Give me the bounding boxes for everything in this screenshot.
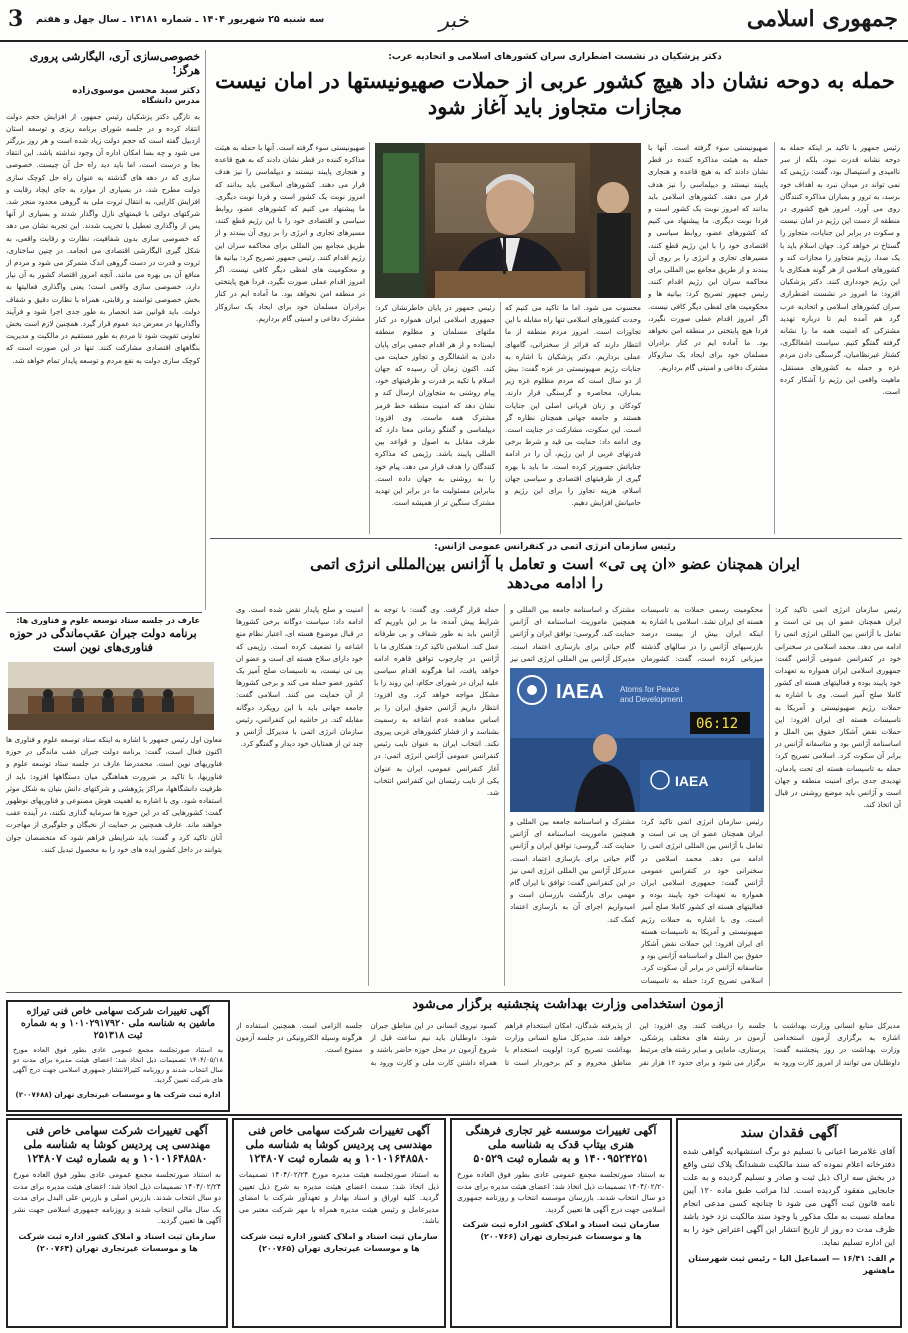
ad-tirajeh-mashin — [6, 1000, 230, 1112]
page-number: 3 — [8, 6, 24, 32]
health-headline-block — [236, 997, 900, 1017]
iaea-conference-photo — [510, 668, 764, 812]
tech-body: معاون اول رئیس جمهور با اشاره به اینکه ستاد توسعه علوم و فناوری ها اکنون فعال است، گفت: برنامه دولت جبران عقب ماندگی در حوزه فناوریهای نوین است. محمدرضا عارف در جلسه ستاد توسعه علوم و فناوریها، با تاکید بر ضرورت هماهنگی میان دستگاهها افزود: باید از ظرفیت دانشگاهها، مراکز پژوهشی و شرکتهای دانش بنیان به شکل موثر استفاده شود. وی با اشاره به اهمیت هوش مصنوعی و فناوریهای نوظهور گفت: کشورهایی که در این حوزه ها سرمایه گذاری نکنند، در آینده عقب خواهند ماند. عارف همچنین بر حمایت از نخبگان و جلوگیری از مهاجرت آنان تاکید کرد و گفت: باید شرایطی فراهم شود که متخصصان جوان بتوانند در داخل کشور ایده های خود را به محصول تبدیل کنند. — [6, 735, 222, 854]
ad-title: آگهی تغییرات موسسه غیر تجاری فرهنگی هنری بیتاب قدک به شناسه ملی ۱۴۰۰۹۵۲۴۲۵۱ و به شماره ثبت ۵۰۵۲۹ — [465, 1124, 657, 1165]
iaea-headline-block — [210, 542, 900, 600]
iaea-subheadline: را ادامه می‌دهد — [507, 573, 603, 592]
iaea-column-3b: مشترک و اساسنامه جامعه بین المللی و همچنین ماموریت اساسنامه ای آژانس حمایت کند. گروسی: توافق ایران و آژانس گام حیاتی برای بازسازی اعتماد است. مدیرکل آژانس بین المللی انرژی اتمی نیز در این کنفرانس گفت: توافق با ایران گام مهمی برای بازگشت بازرسان است و امیدواریم اجرای آن به بازسازی اعتماد کمک کند. — [510, 817, 635, 924]
tech-headline: برنامه دولت جبران عقب‌ماندگی در حوزه فناوری‌های نوین است — [9, 627, 197, 654]
masthead — [0, 0, 908, 42]
ad-signature: م الف: ۱۶/۴۱ — اسماعیل الیا – رئیس ثبت شهرستان ماهشهر — [688, 1254, 895, 1275]
lead-column-4: رئیس جمهور در پایان خاطرنشان کرد: جمهوری اسلامی ایران همواره در کنار ملتهای مسلمان و مظلوم منطقه ایستاده و از هر اقدام جمعی برای پایان دادن به اشغالگری و تجاوز حمایت می کند. اکنون زمان آن رسیده که جهان اسلام با تکیه بر قدرت و ظرفیتهای خود، پیام روشنی به متجاوزان ارسال کند و نشان دهد که امنیت منطقه خط قرمز مشترک همه ماست. وی افزود: دیپلماسی و گفتگو زمانی معنا دارد که طرف مقابل به اصول و قواعد بین المللی پایبند باشد. رژیمی که مذاکره کنندگان را هدف قرار می دهد، پیام خود را به روشنی به جهان داده است. بنابراین مسئولیت ما در برابر این تهدید مشترک سنگین تر از همیشه است. — [375, 303, 495, 508]
ad-signature: اداره ثبت شرکت ها و موسسات غیرتجاری تهران (۲۰۰۷۶۸۸) — [15, 1091, 221, 1099]
tech-headline-block — [6, 616, 200, 661]
iaea-headline: ایران همچنان عضو «ان پی تی» است و تعامل با آژانس بین‌المللی انرژی اتمی — [310, 555, 800, 573]
president-speech-photo — [375, 143, 641, 298]
ad-pardis-kousha-2 — [232, 1118, 446, 1328]
issue-date-line: سه شنبه ۲۵ شهریور ۱۴۰۴ ـ شماره ۱۳۱۸۱ ـ سال چهل و هفتم — [36, 14, 325, 25]
ad-text: به استناد صورتجلسه مجمع عمومی عادی بطور فوق العاده مورخ ۱۴۰۴/۰۲/۲۰ تصمیمات ذیل اتخاذ شد: اعضای هیئت مدیره برای مدت دو سال انتخاب شدند. بازرسان موسسه انتخاب و روزنامه جمهوری اسلامی جهت درج آگهی ها تعیین گردید. — [457, 1170, 665, 1214]
opinion-body: به تازگی دکتر پزشکیان رئیس جمهور، از افزایش حجم دولت انتقاد کرده و در جلسه شورای برنامه ریزی و توسعه استان اردبیل گفته است که حجم دولت زیاد شده است و هر روز بزرگتر می شود و چه بسا امکان اداره آن وجود نداشته باشد. این انتقاد بجا و درست است، اما باید دید راه حل آن چیست. خصوصی سازی که در دهه های گذشته به عنوان راه حل کوچک سازی دولت مطرح شد، در بسیاری از موارد به جای ایجاد رقابت و افزایش کارایی، به انتقال ثروت ملی به گروهی محدود منجر شد. شرکتهای دولتی با قیمتهای نازل واگذار شدند و بسیاری از آنها پس از واگذاری تعطیل یا تخریب شدند. این تجربه نشان می دهد که خصوصی سازی بدون شفافیت، نظارت و رقابت واقعی، به شکل گیری الیگارشی اقتصادی می انجامد. در چنین ساختاری، ثروت و قدرت در دست گروهی اندک متمرکز می شود و مردم از منافع آن بی بهره می مانند. آنچه امروز اقتصاد کشور به آن نیاز دارد، خصوصی سازی واقعی است؛ یعنی واگذاری فعالیتها به بخش خصوصی توانمند و رقابتی، همراه با نظارت دقیق و شفاف دولت. باید قوانین ضد انحصار به طور جدی اجرا شود و فرآیند واگذاریها در معرض دید عموم قرار گیرد. همچنین لازم است بخش تعاونی تقویت شود تا مردم به طور مستقیم در مالکیت و مدیریت بنگاههای اقتصادی مشارکت کنند. تنها در این صورت است که کوچک سازی دولت به نفع مردم و توسعه پایدار تمام خواهد شد. — [6, 111, 200, 365]
ad-text: به استناد صورتجلسه هیئت مدیره مورخ ۱۴۰۴/۰۲/۲۴ تصمیمات ذیل اتخاذ شد: سمت اعضای هیئت مدیره به شرح ذیل تعیین گردید. کلیه اوراق و اسناد بهادار و تعهدآور شرکت با امضای مدیرعامل و رئیس هیئت مدیره همراه با مهر شرکت معتبر می باشد. — [239, 1170, 439, 1226]
opinion-column — [6, 50, 200, 610]
health-headline: آزمون استخدامی وزارت بهداشت پنجشنبه برگزار می‌شود — [412, 997, 724, 1012]
svg-text:IAEA: IAEA — [556, 681, 604, 703]
ad-bitab-ghadak — [450, 1118, 672, 1328]
opinion-author-role: مدرس دانشگاه — [141, 95, 200, 105]
iaea-column-5: امنیت و صلح پایدار نقض شده است. وی ادامه داد: سیاست دوگانه برخی کشورها در قبال موضوع هسته ای، اعتبار نظام منع اشاعه را تضعیف کرده است. رژیمی که خود دارای سلاح هسته ای است و عضو ان پی تی نیست، به تاسیسات صلح آمیز یک کشور عضو حمله می کند و برخی کشورها از آن حمایت می کنند. اسلامی گفت: جامعه جهانی باید با این رویکرد دوگانه مقابله کند. در حاشیه این کنفرانس، رئیس سازمان انرژی اتمی با مدیرکل آژانس و چند تن از همتایان خود دیدار و گفتگو کرد. — [236, 605, 363, 749]
ad-signature: سازمان ثبت اسناد و املاک کشور اداره ثبت شرکت ها و موسسات غیرتجاری تهران (۲۰۰۷۶۶) — [462, 1220, 660, 1242]
iaea-column-4: حمله قرار گرفت. وی گفت: با توجه به شرایط پیش آمده، ما بر این باوریم که آژانس باید به طور شفاف و بی طرفانه عمل کند. اسلامی تاکید کرد: همکاری ما با آژانس در چارچوب توافق قاهره ادامه خواهد یافت، اما هرگونه اقدام سیاسی علیه ایران در شورای حکام، این روند را با مشکل مواجه خواهد کرد. وی افزود: انتظار داریم آژانس حقوق ایران را بر اساس معاهده عدم اشاعه به رسمیت بشناسد و از فشار کشورهای غربی پیروی نکند. انتخاب ایران به عنوان نایب رئیس کنفرانس عمومی آژانس انرژی اتمی: در آغاز کنفرانس عمومی، ایران به عنوان یکی از نایب رئیسان این کنفرانس انتخاب شد. — [374, 605, 499, 798]
ad-title: آگهی تغییرات شرکت سهامی خاص فنی مهندسی پی پردیس کوشا به شناسه ملی ۱۰۱۰۱۶۴۸۵۸۰ و به شماره ثبت ۱۲۴۸۰۷ — [245, 1124, 433, 1165]
ad-text: آقای غلامرضا اعیانی با تسلیم دو برگ استشهادیه گواهی شده دفترخانه اعلام نموده که سند مالکیت ششدانگ پلاک ثبتی واقع در بخش سه اراک ذیل ثبت و صادر و تسلیم گردیده و به علت جابجایی مفقود گردیده است. لذا مراتب طبق ماده ۱۲۰ آیین نامه قانون ثبت آگهی می شود تا چنانچه کسی مدعی انجام معامله نسبت به ملک مذکور یا وجود سند مالکیت نزد خود باشد ظرف مدت ده روز از تاریخ انتشار این آگهی اعتراض خود را به این اداره تسلیم نماید. — [683, 1146, 895, 1247]
svg-text:and Development: and Development — [620, 695, 683, 704]
svg-text:Atoms for Peace: Atoms for Peace — [620, 685, 680, 694]
iaea-column-1: رئیس سازمان انرژی اتمی تاکید کرد: ایران همچنان عضو ان پی تی است و تعامل با آژانس بین المللی انرژی اتمی را ادامه می دهد. محمد اسلامی در سخنرانی خود در کنفرانس عمومی آژانس گفت: جمهوری اسلامی ایران همواره به تعهدات خود پایبند بوده و فعالیتهای هسته ای کشور کاملا صلح آمیز است. وی با اشاره به حملات رژیم صهیونیستی و آمریکا به تاسیسات هسته ای ایران افزود: این حملات نقض آشکار حقوق بین الملل و اساسنامه آژانس بود و متاسفانه آژانس در برابر آن سکوت کرد. اسلامی تصریح کرد: حمله به تاسیسات هسته ای تحت پادمان، تهدیدی جدی برای امنیت منطقه و جهان است و آژانس باید موضع روشنی در قبال آن اتخاذ کند. — [775, 605, 901, 810]
lead-kicker: دکتر پزشکیان در نشست اضطراری سران کشورهای اسلامی و اتحادیه عرب: — [388, 52, 722, 62]
iaea-column-2b: رئیس سازمان انرژی اتمی تاکید کرد: ایران همچنان عضو ان پی تی است و تعامل با آژانس بین المللی انرژی اتمی را ادامه می دهد. محمد اسلامی در سخنرانی خود در کنفرانس عمومی آژانس گفت: جمهوری اسلامی ایران همواره به تعهدات خود پایبند بوده و فعالیتهای هسته ای کشور کاملا صلح آمیز است. وی با اشاره به حملات رژیم صهیونیستی و آمریکا به تاسیسات هسته ای ایران افزود: این حملات نقض آشکار حقوق بین الملل و اساسنامه آژانس بود و متاسفانه آژانس در برابر آن سکوت کرد. اسلامی تصریح کرد: حمله به تاسیسات — [641, 817, 763, 985]
lead-column-5: صهیونیستی سوء گرفته است. آنها با حمله به هیئت مذاکره کننده در قطر نشان دادند که به هیچ قاعده و هنجاری پایبند نیستند و دیپلماسی را نیز هدف قرار می دهند. کشورهای اسلامی باید بدانند که امروز نوبت یک کشور است و فردا نوبت دیگری. ما پیشنهاد می کنیم که کشورهای عضو، روابط سیاسی و اقتصادی خود را با این رژیم قطع کنند، مسیرهای تجاری و انرژی را بر روی آن ببندند و از طریق مجامع بین المللی برای محاکمه سران این رژیم اقدام کنند. رئیس جمهور تصریح کرد: بیانیه ها و محکومیت های لفظی دیگر کافی نیست. اگر امروز اقدام عملی صورت نگیرد، فردا هیچ پایتختی در منطقه امن نخواهد بود. ما آماده ایم در کنار برادران مسلمان خود برای ایجاد یک سازوکار مشترک دفاعی و امنیتی گام برداریم. — [215, 143, 365, 323]
svg-text:IAEA: IAEA — [675, 773, 709, 789]
ad-pardis-kousha-1 — [6, 1118, 228, 1328]
lead-headline-block — [210, 48, 900, 148]
tech-meeting-photo — [8, 662, 214, 730]
opinion-author: دکتر سید محسن موسوی‌زاده — [72, 85, 200, 96]
ad-text: به استناد صورتجلسه مجمع عمومی عادی بطور فوق العاده مورخ ۱۴۰۴/۰۲/۲۴ تصمیمات ذیل اتخاذ شد: اعضای هیئت مدیره برای مدت دو سال انتخاب شدند. بازرس اصلی و بازرس علی البدل برای مدت یک سال مالی انتخاب شدند و روزنامه جمهوری اسلامی جهت نشر آگهی ها تعیین گردید. — [13, 1170, 221, 1226]
lead-column-2: صهیونیستی سوء گرفته است. آنها با حمله به هیئت مذاکره کننده در قطر نشان دادند که به هیچ قاعده و هنجاری پایبند نیستند و دیپلماسی را نیز هدف قرار می دهند. کشورهای اسلامی باید بدانند که امروز نوبت یک کشور است و فردا نوبت دیگری. ما پیشنهاد می کنیم که کشورهای عضو، روابط سیاسی و اقتصادی خود را با این رژیم قطع کنند، مسیرهای تجاری و انرژی را بر روی آن ببندند و از طریق مجامع بین المللی برای محاکمه سران این رژیم اقدام کنند. رئیس جمهور تصریح کرد: بیانیه ها و محکومیت های لفظی دیگر کافی نیست. اگر امروز اقدام عملی صورت نگیرد، فردا هیچ پایتختی در منطقه امن نخواهد بود. ما آماده ایم در کنار برادران مسلمان خود برای ایجاد یک سازوکار مشترک دفاعی و امنیتی گام برداریم. — [648, 143, 768, 372]
lead-subheadline: مجازات متجاوز باید آغاز شود — [427, 94, 683, 120]
iaea-column-2a: محکومیت رسمی حملات به تاسیسات هسته ای ایران نشد. اسلامی با اشاره به اینکه ایران بیش از بیست درصد بازرسیهای آژانس را در سالهای گذشته میزبانی کرده است، گفت: کشورمان — [641, 605, 763, 663]
ad-title: آگهی تغییرات شرکت سهامی خاص فنی تیراژه ماشین به شناسه ملی ۱۰۱۰۲۹۱۷۹۲۰ و به شماره ثبت ۲۵۱۳۱۸ — [20, 1006, 216, 1041]
lead-headline: حمله به دوحه نشان داد هیچ کشور عربی از حملات صهیونیستها در امان نیست — [215, 68, 895, 93]
iaea-kicker: رئیس سازمان انرژی اتمی در کنفرانس عمومی آژانس: — [434, 542, 676, 552]
iaea-column-3a: مشترک و اساسنامه جامعه بین المللی و همچنین ماموریت اساسنامه ای آژانس حمایت کند. گروسی: توافق ایران و آژانس گام حیاتی برای بازسازی اعتماد است. مدیرکل آژانس بین المللی انرژی اتمی نیز — [510, 605, 635, 663]
section-title: خبر — [439, 8, 469, 32]
ad-lost-deed — [676, 1118, 902, 1328]
ad-title: آگهی فقدان سند — [740, 1125, 838, 1141]
newspaper-logo: جمهوری اسلامی — [746, 6, 898, 32]
ad-signature: سازمان ثبت اسناد و املاک کشور اداره ثبت شرکت ها و موسسات غیرتجاری تهران (۲۰۰۷۶۵) — [240, 1231, 438, 1253]
health-body: مدیرکل منابع انسانی وزارت بهداشت با اشاره به برگزاری آزمون استخدامی وزارت بهداشت در روز پنجشنبه گفت: داوطلبان می توانند از امروز کارت ورود به جلسه را دریافت کنند. وی افزود: این آزمون در رشته های مختلف پزشکی، پرستاری، مامایی و سایر رشته های مرتبط برگزار می شود و برای حدود ۱۲ هزار نفر از پذیرفته شدگان، امکان استخدام فراهم خواهد شد. مدیرکل منابع انسانی وزارت بهداشت تصریح کرد: اولویت استخدام با مناطق محروم و کم برخوردار است تا کمبود نیروی انسانی در این مناطق جبران شود. داوطلبان باید نیم ساعت قبل از شروع آزمون در محل حوزه حاضر باشند و همراه داشتن کارت ملی و کارت ورود به جلسه الزامی است. همچنین استفاده از هرگونه وسیله الکترونیکی در جلسه آزمون ممنوع است. — [236, 1021, 900, 1067]
svg-text:06:12: 06:12 — [696, 716, 739, 732]
ad-title: آگهی تغییرات شرکت سهامی خاص فنی مهندسی پی پردیس کوشا به شناسه ملی ۱۰۱۰۱۶۴۸۵۸۰ و به شماره ثبت ۱۲۴۸۰۷ — [23, 1124, 211, 1165]
ad-signature: سازمان ثبت اسناد و املاک کشور اداره ثبت شرکت ها و موسسات غیرتجاری تهران (۲۰۰۷۶۴) — [18, 1231, 216, 1253]
tech-kicker: عارف در جلسه ستاد توسعه علوم و فناوری ها: — [16, 616, 200, 625]
lead-column-1: رئیس جمهور با تاکید بر اینکه حمله به دوحه نشانه قدرت نبود، بلکه از سر ناامیدی و استیصال بود، گفت: رژیمی که نمی تواند در میدان نبرد به اهداف خود برسد، به ترور و بمباران مذاکره کنندگان روی می آورد. امروز هیچ کشوری در منطقه از دست این رژیم در امان نیست و سکوت در برابر این جنایات، متجاوز را گستاخ تر خواهد کرد. جهان اسلام باید با یک صدا، رژیم متجاوز را مجازات کند و کشورهای اسلامی از هر گونه همکاری با این رژیم خودداری کنند. دکتر پزشکیان افزود: ما امروز در نشست اضطراری سران کشورهای اسلامی و اتحادیه عرب گرد هم آمده ایم تا درباره تهدید مشترکی که امنیت همه ما را نشانه گرفته گفتگو کنیم. سیاست اشغالگری، کشتار غیرنظامیان، گرسنگی دادن مردم غزه و حمله به کشورهای مستقل، ماهیت واقعی این رژیم را آشکار کرده است. — [780, 143, 900, 397]
opinion-title: خصوصی‌سازی آری، الیگارشی پروری هرگز! — [29, 50, 200, 77]
ad-text: به استناد صورتجلسه مجمع عمومی عادی بطور فوق العاده مورخ ۱۴۰۴/۰۵/۱۸ تصمیمات ذیل اتخاذ شد: اعضای هیئت مدیره برای مدت دو سال انتخاب شدند و روزنامه کثیرالانتشار جمهوری اسلامی جهت درج آگهی های شرکت تعیین گردید. — [13, 1046, 223, 1084]
lead-column-3: محسوب می شود. اما ما تاکید می کنیم که وحدت کشورهای اسلامی تنها راه مقابله با این تجاوزات است. امروز مردم منطقه از ما انتظار دارند که فراتر از سخنرانی، گامهای عملی برداریم. دکتر پزشکیان با اشاره به جنایات رژیم صهیونیستی در غزه گفت: بیش از دو سال است که مردم مظلوم غزه زیر بمباران، محاصره و گرسنگی قرار دارند. کودکان و زنان قربانی اصلی این جنایات هستند و جامعه جهانی همچنان نظاره گر است. این سکوت، مشارکت در جنایت است. وی ادامه داد: حمایت بی قید و شرط برخی قدرتهای غربی از این رژیم، آن را در ادامه جنایاتش جسورتر کرده است. ما باید با بهره گیری از ظرفیتهای اقتصادی و سیاسی جهان اسلام، هزینه تجاوز را برای این رژیم و حامیانش افزایش دهیم. — [505, 303, 641, 508]
